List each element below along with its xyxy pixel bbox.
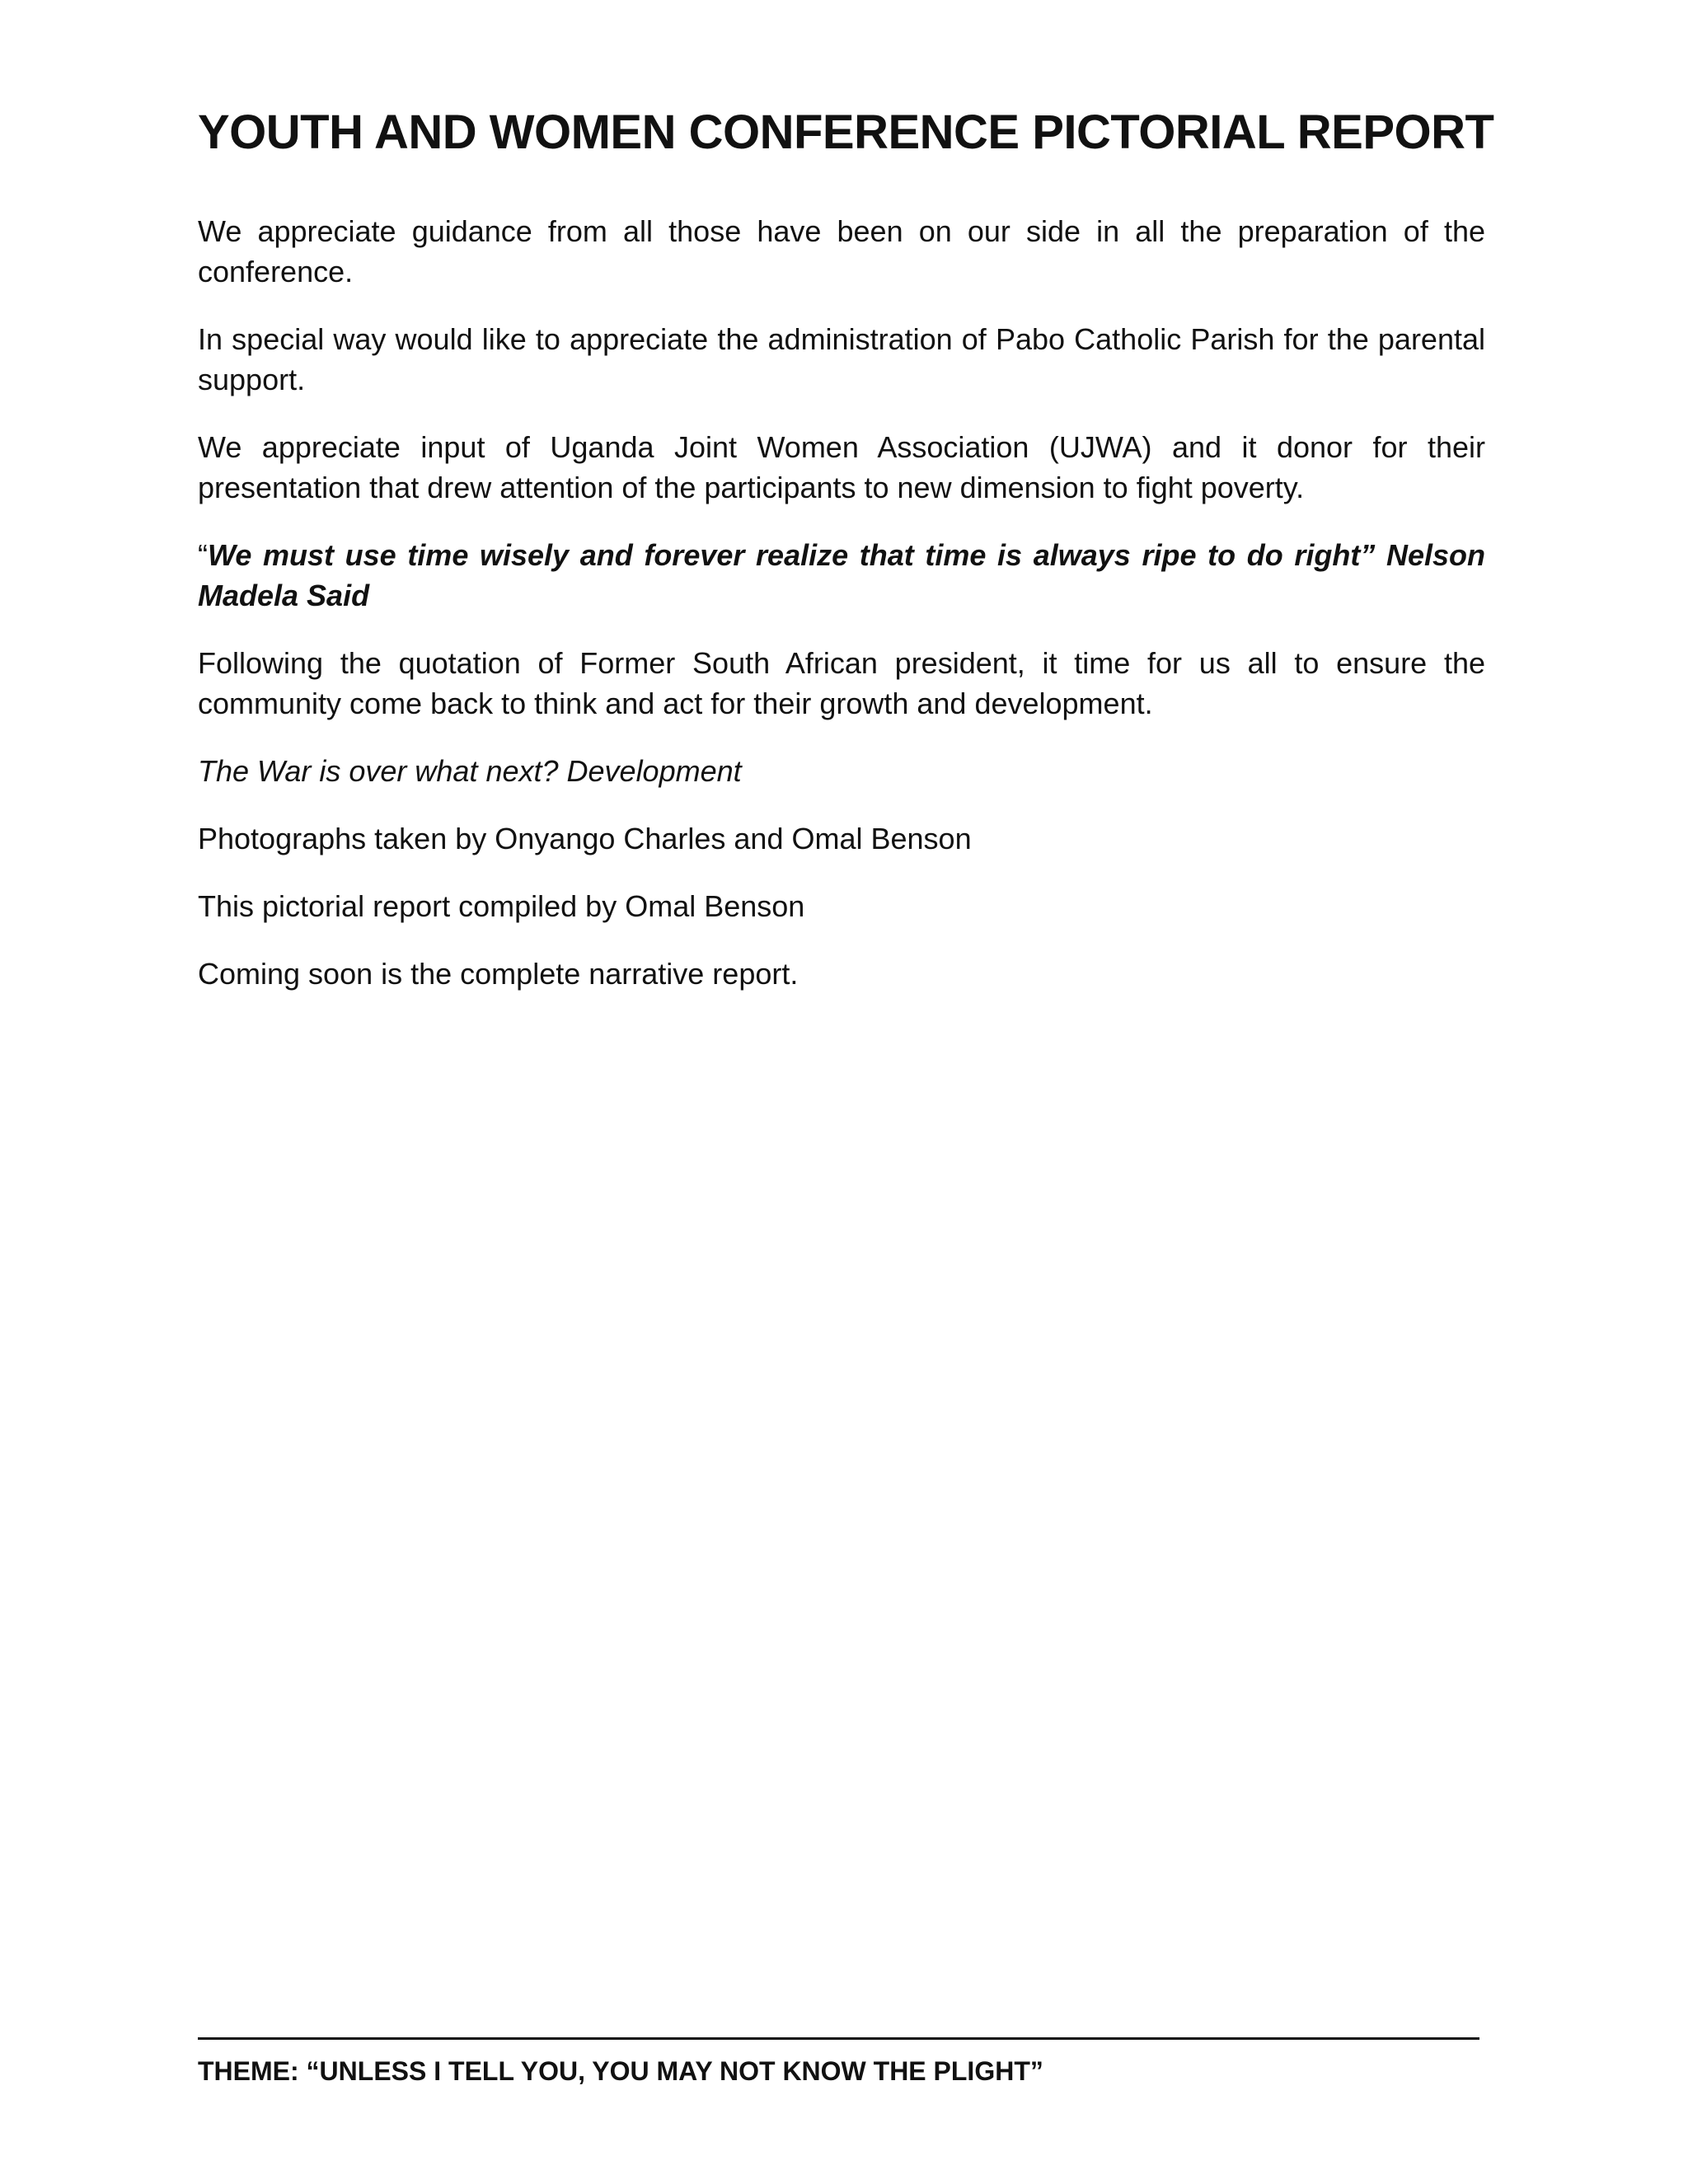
footer-theme: THEME: “UNLESS I TELL YOU, YOU MAY NOT KNOW THE PLIGHT” <box>198 2056 1043 2086</box>
coming-soon: Coming soon is the complete narrative report. <box>198 957 799 991</box>
war-over-line: The War is over what next? Development <box>198 754 742 788</box>
compiled-by: This pictorial report compiled by Omal Benson <box>198 889 805 923</box>
paragraph-following-quotation: Following the quotation of Former South African president, it time for us all to ensure the community come back to think and act for their growth and development. <box>198 646 1485 720</box>
quote-text: We must use time wisely and forever realize that time is always ripe to do right” Nelson Madela Said <box>198 538 1485 612</box>
page-title: YOUTH AND WOMEN CONFERENCE PICTORIAL REPORT <box>198 105 1494 159</box>
document-body <box>198 97 1494 1021</box>
page-footer <box>198 2037 1479 2088</box>
paragraph-guidance: We appreciate guidance from all those have been on our side in all the preparation of the conference. <box>198 214 1485 288</box>
quote-paragraph <box>198 535 1485 616</box>
paragraph-ujwa: We appreciate input of Uganda Joint Women Association (UJWA) and it donor for their presentation that drew attention of the participants to new dimension to fight poverty. <box>198 430 1485 504</box>
photo-credit: Photographs taken by Onyango Charles and Omal Benson <box>198 822 972 855</box>
footer-divider <box>198 2037 1479 2040</box>
quote-open-mark: “ <box>198 538 208 572</box>
paragraph-parish-support: In special way would like to appreciate the administration of Pabo Catholic Parish for the parental support. <box>198 322 1485 396</box>
